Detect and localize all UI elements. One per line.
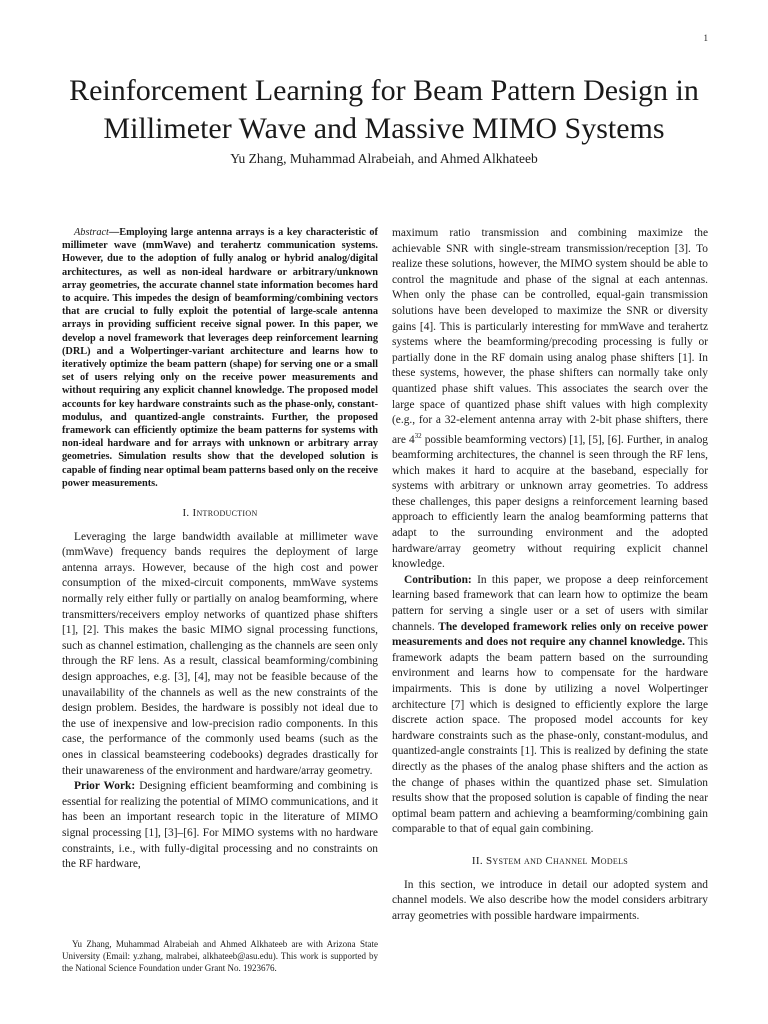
author-list: Yu Zhang, Muhammad Alrabeiah, and Ahmed Alkhateeb: [230, 151, 538, 166]
title-line-1: Reinforcement Learning for Beam Pattern Design in: [69, 74, 699, 107]
abstract: [62, 226, 378, 490]
section-number: II.: [471, 854, 483, 867]
page-number: 1: [703, 33, 708, 43]
contribution-text-1: In this paper, we propose a deep reinforcement learning based framework that can learn how to optimize the beam pattern for serving a single user or a set of users with similar channels.: [392, 573, 708, 633]
prior-work-label: Prior Work:: [74, 780, 136, 793]
abstract-body: —Employing large antenna arrays is a key characteristic of millimeter wave (mmWave) and terahertz communication systems. However, due to the adoption of fully analog or hybrid analog/digital architectures, as well as non-ideal hardware or arbitrary/unknown array geometries, the accurate channel state information becomes hard to acquire. This impedes the design of beamforming/combining vectors that are crucial to fully exploit the potential of large-scale antenna arrays in providing sufficient receive signal power. In this paper, we develop a novel framework that leverages deep reinforcement learning (DRL) and a Wolpertinger-variant architecture and learns how to iteratively optimize the beam pattern (shape) for serving one or a small set of users relying only on the receive power measurements and without requiring any explicit channel knowledge. The proposed model accounts for key hardware constraints such as the phase-only, constant-modulus, and quantized-angle constraints. Further, the proposed framework can efficiently optimize the beam patterns for systems with non-ideal hardware and for arrays with unknown or arbitrary array geometries. Simulation results show that the developed solution is capable of finding near optimal beam patterns based only on the receive power measurements.: [62, 227, 378, 489]
section-heading-system-models: [392, 854, 708, 870]
section-heading-introduction: [62, 506, 378, 522]
motivation-text-cont: possible beamforming vectors) [1], [5], [6]. Further, in analog beamforming architectures, the channel is seen through the RF lens, which makes it hard to acquire at the baseband, especially for systems with arbitrary or unknown array geometries. To address these challenges, this paper designs a reinforcement learning based approach to efficiently learn the analog beamforming patterns that adapt to the surrounding environment and the adopted hardware/array geometry without requiring explicit channel knowledge.: [392, 433, 708, 571]
paper-title: [0, 72, 768, 148]
abstract-label: Abstract: [74, 227, 109, 238]
contribution-paragraph: [392, 573, 708, 838]
contribution-label: Contribution:: [404, 573, 472, 586]
contribution-bold: The developed framework relies only on receive power measurements and does not require any channel knowledge.: [392, 620, 708, 649]
title-line-2: Millimeter Wave and Massive MIMO Systems: [103, 112, 665, 145]
contribution-text-2: This framework adapts the beam pattern based on the surrounding environment and learns how to compensate for the hardware impairments. This is done by utilizing a novel Wolpertinger architecture [7] which is designed to efficiently explore the large discrete action space. The proposed model accounts for key hardware constraints such as the phase-only, constant-modulus, and quantized-angle constraints [1]. This is realized by defining the state directly as the phases of the analog phase shifters and the action as the change of phases within the quantized phase set. Simulation results show that the proposed solution is capable of finding the near optimal beam pattern and achieving a beamforming/combining gain comparable to that of equal gain combining.: [392, 636, 708, 836]
left-column: [62, 226, 378, 873]
section-title: System and Channel Models: [485, 854, 629, 867]
section-title: Introduction: [192, 507, 258, 520]
exponent: 32: [414, 431, 422, 440]
prior-work-paragraph: [62, 779, 378, 873]
intro-paragraph: Leveraging the large bandwidth available at millimeter wave (mmWave) frequency bands requires the deployment of large antenna arrays. However, because of the high cost and power consumption of the mixed-circuit components, mmWave systems normally rely either fully or partially on analog beamforming, where transmitters/receivers employ networks of quantized phase shifters [1], [2]. This makes the basic MIMO signal processing functions, such as channel estimation, challenging as the channels are seen only through the RF lens. As a result, classical beamforming/combining design approaches, e.g. [3], [4], may not be feasible because of the unavailability of the channels as well as the new constraints of the design problem. Besides, the hardware is possibly not ideal due to the use of inexpensive and low-precision radio components. In this case, the performance of the commonly used beams (such as the ones in classical beamsteering codebooks) degrades drastically for their unawareness of the environment and hardware/array geometry.: [62, 530, 378, 777]
section-number: I.: [182, 507, 190, 520]
system-model-paragraph: In this section, we introduce in detail our adopted system and channel models. We also describe how the model considers arbitrary array geometries with possible hardware impairments.: [392, 878, 708, 922]
right-column: [392, 226, 708, 924]
motivation-text: maximum ratio transmission and combining maximize the achievable SNR with single-stream transmission/reception [3]. To realize these solutions, however, the MIMO system should be able to control the magnitude and phase of the signal at each antennas. When only the phase can be controlled, equal-gain transmission solutions have been developed to maximize the SNR or diversity gains [4]. This is particularly interesting for mmWave and terahertz systems where the beamforming/precoding processing is fully or partially done in the RF domain using analog phase shifters [1]. In these systems, however, the phase shifters can normally take only quantized phase shift values. This associates the search over the large space of quantized phase shift values with high complexity (e.g., for a 32-element antenna array with 2-bit phase shifters, there are 4: [392, 227, 708, 446]
prior-work-text: Designing efficient beamforming and combining is essential for realizing the potential of MIMO communications, and it has been an important research topic in the literature of MIMO signal processing [1], [3]–[6]. For MIMO systems with no hardware constraints, i.e., with fully-digital processing and no constraints on the RF hardware,: [62, 780, 378, 871]
motivation-paragraph: [392, 226, 708, 573]
author-footnote: Yu Zhang, Muhammad Alrabeiah and Ahmed Alkhateeb are with Arizona State University (Email: y.zhang, malrabei, alkhateeb@asu.edu). This work is supported by the National Science Foundation under Grant No. 1923676.: [62, 939, 378, 973]
